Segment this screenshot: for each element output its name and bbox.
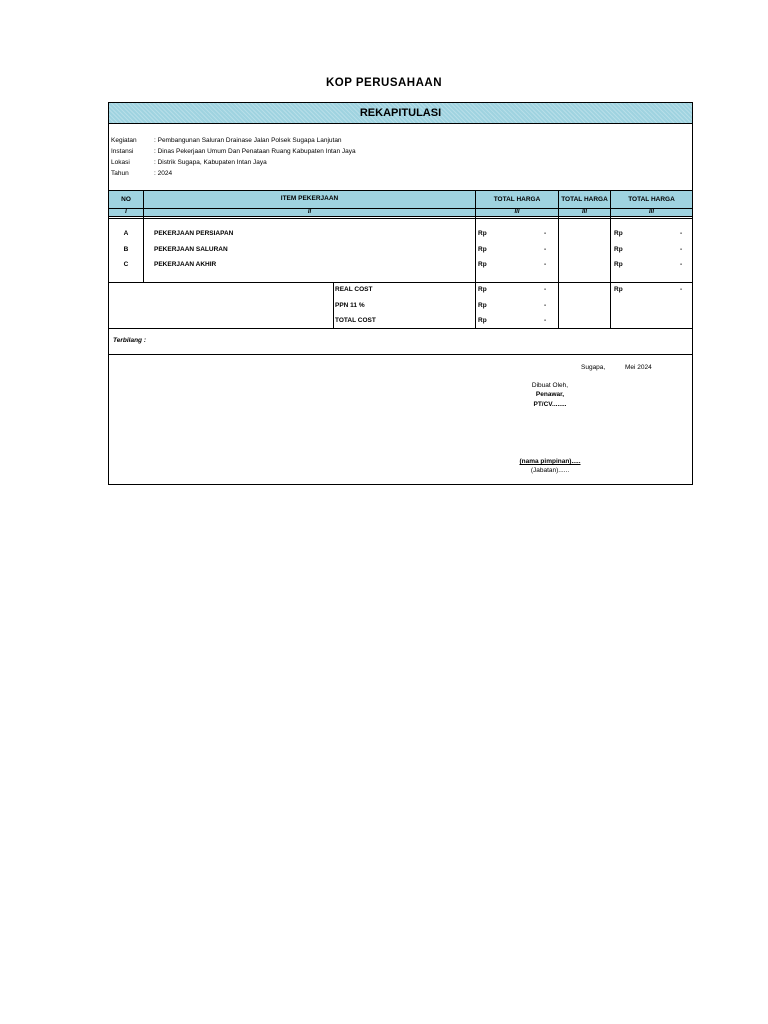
row-c-rp3: Rp (614, 261, 623, 268)
col-header-total-harga-3: TOTAL HARGA (628, 196, 675, 203)
info-value-lokasi: : Distrik Sugapa, Kabupaten Intan Jaya (154, 159, 267, 166)
row-a-item: PEKERJAAN PERSIAPAN (154, 230, 234, 237)
signature-date: Mei 2024 (625, 364, 652, 371)
row-c-no: C (123, 261, 129, 268)
info-label-instansi: Instansi (111, 148, 134, 155)
summary-real-cost-rp3: Rp (614, 286, 623, 293)
signature-company: PT/CV........ (533, 401, 567, 408)
roman-harga-2: III (581, 209, 587, 215)
row-c-val3: - (680, 261, 683, 268)
info-value-instansi: : Dinas Pekerjaan Umum Dan Penataan Ruang Kabupaten Intan Jaya (154, 148, 356, 155)
row-a-val1: - (544, 230, 547, 237)
row-b-no: B (123, 246, 129, 253)
summary-top-border (108, 282, 693, 283)
col-header-total-harga-1: TOTAL HARGA (493, 196, 541, 203)
terbilang-label: Terbilang : (113, 337, 146, 344)
info-label-kegiatan: Kegiatan (111, 137, 137, 144)
body-top-border (108, 218, 693, 219)
summary-ppn-rp: Rp (478, 302, 487, 309)
row-c-item: PEKERJAAN AKHIR (154, 261, 217, 268)
summary-total-cost-label: TOTAL COST (335, 317, 376, 324)
summary-ppn-val: - (544, 302, 547, 309)
roman-harga-3: III (648, 209, 654, 215)
signature-place: Sugapa, (581, 364, 606, 371)
row-b-rp3: Rp (614, 246, 623, 253)
row-a-rp3: Rp (614, 230, 623, 237)
roman-item: II (307, 209, 312, 215)
summary-ppn-label: PPN 11 % (335, 302, 365, 309)
summary-real-cost-rp: Rp (478, 286, 487, 293)
col-divider-summary-label (333, 282, 334, 328)
signature-leader-name: (nama pimpinan)..... (519, 458, 581, 465)
row-a-rp1: Rp (478, 230, 487, 237)
info-value-kegiatan: : Pembangunan Saluran Drainase Jalan Polsek Sugapa Lanjutan (154, 137, 342, 144)
signature-position: (Jabatan)...... (530, 467, 570, 474)
info-label-lokasi: Lokasi (111, 159, 130, 166)
col-header-total-harga-2: TOTAL HARGA (561, 196, 608, 203)
col-header-no: NO (121, 196, 131, 203)
signature-made-by: Dibuat Oleh, (531, 382, 569, 389)
col-divider-no (143, 191, 144, 282)
row-b-val3: - (680, 246, 683, 253)
row-b-rp1: Rp (478, 246, 487, 253)
row-a-val3: - (680, 230, 683, 237)
kop-perusahaan: KOP PERUSAHAAN (325, 77, 443, 89)
roman-harga-1: III (514, 209, 520, 215)
roman-divider (108, 216, 693, 217)
title-banner: REKAPITULASI (109, 103, 692, 124)
col-header-item: ITEM PEKERJAAN (280, 195, 339, 202)
table-top-border (108, 190, 693, 191)
summary-real-cost-label: REAL COST (335, 286, 373, 293)
info-value-tahun: : 2024 (154, 170, 173, 177)
row-b-val1: - (544, 246, 547, 253)
summary-real-cost-val: - (544, 286, 547, 293)
summary-total-cost-val: - (544, 317, 547, 324)
row-c-rp1: Rp (478, 261, 487, 268)
summary-real-cost-val3: - (680, 286, 683, 293)
summary-bottom-border (108, 328, 693, 329)
signature-role: Penawar, (535, 391, 565, 398)
row-a-no: A (123, 230, 129, 237)
row-b-item: PEKERJAAN SALURAN (154, 246, 228, 253)
roman-no: I (125, 209, 127, 215)
row-c-val1: - (544, 261, 547, 268)
summary-total-cost-rp: Rp (478, 317, 487, 324)
info-label-tahun: Tahun (111, 170, 129, 177)
terbilang-bottom-border (108, 354, 693, 355)
